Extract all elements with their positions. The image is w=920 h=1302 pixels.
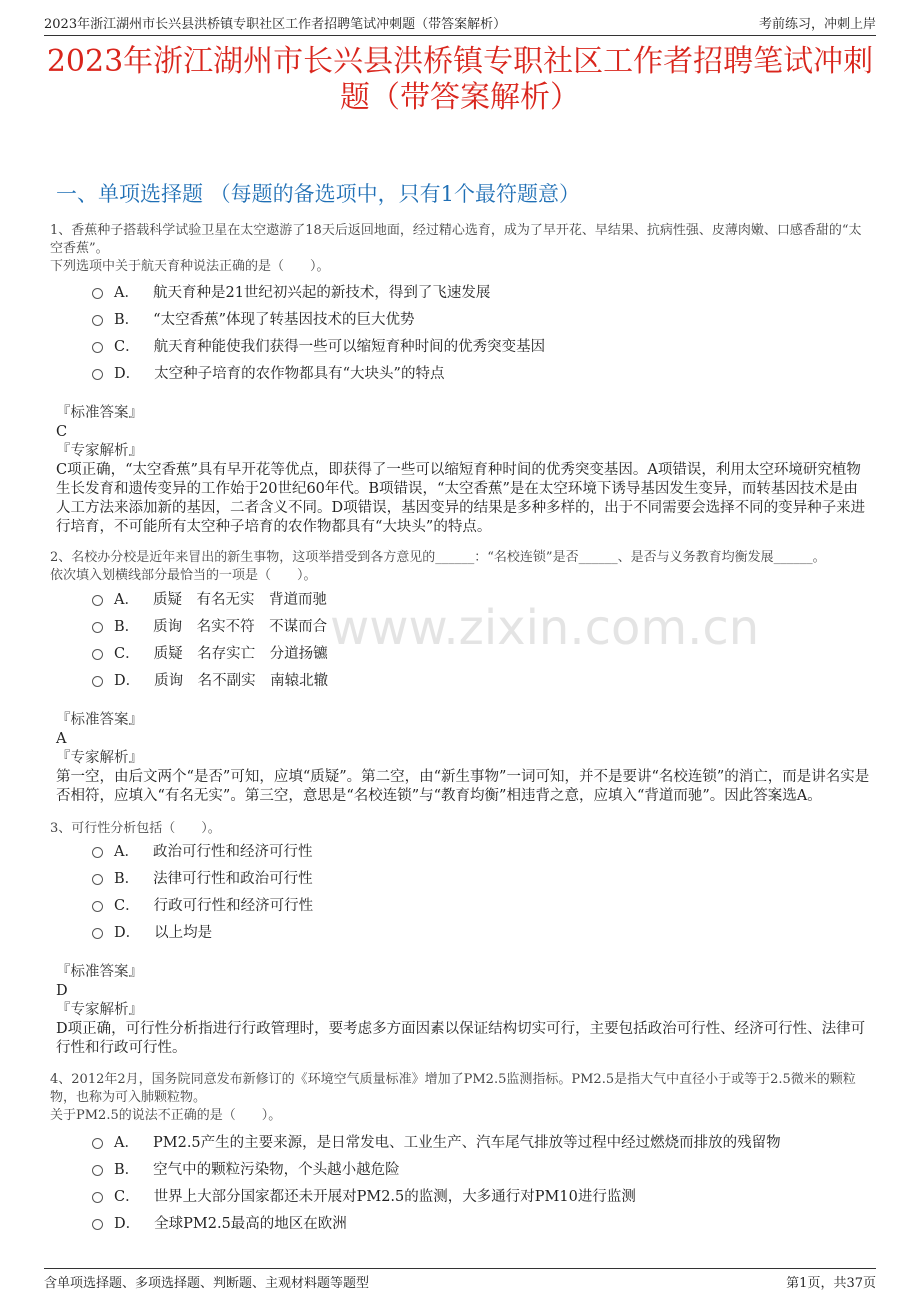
radio-icon[interactable] [92,1165,103,1176]
option-text: 太空种子培育的农作物都具有“大块头”的特点 [154,366,445,382]
option-letter: B． [114,871,140,887]
question-4-stem [50,1071,866,1125]
option-text: PM2.5产生的主要来源，是日常发电、工业生产、汽车尾气排放等过程中经过燃烧而排放的残留物 [152,1135,781,1151]
watermark: www.zixin.com.cn [330,600,760,656]
option-letter: C． [114,646,140,662]
option-text: “太空香蕉”体现了转基因技术的巨大优势 [153,312,415,328]
option-a[interactable] [92,278,866,305]
question-prompt-text: 依次填入划横线部分最恰当的一项是（ ）。 [50,568,317,583]
page-footer [44,1268,876,1291]
option-b[interactable] [92,864,866,891]
option-c[interactable] [92,1182,866,1209]
radio-icon[interactable] [92,595,103,606]
option-letter: C． [114,898,140,914]
answer-value: D [56,983,68,999]
option-letter: A． [114,592,139,608]
option-b[interactable] [92,1155,866,1182]
radio-icon[interactable] [92,874,103,885]
option-letter: A． [114,1135,139,1151]
page-title: 2023年浙江湖州市长兴县洪桥镇专职社区工作者招聘笔试冲刺题（带答案解析） [46,44,874,115]
answer-label: 『标准答案』 [56,712,143,728]
radio-icon[interactable] [92,928,103,939]
question-stem-text: 1、香蕉种子搭载科学试验卫星在太空遨游了18天后返回地面，经过精心选育，成为了早开花、早结果、抗病性强、皮薄肉嫩、口感香甜的“太空香蕉”。 [50,223,862,256]
question-1-answer-block [56,404,870,537]
header-slogan: 考前练习，冲刺上岸 [758,17,876,32]
option-text: 政治可行性和经济可行性 [152,844,313,860]
radio-icon[interactable] [92,1138,103,1149]
option-text: 航天育种能使我们获得一些可以缩短育种时间的优秀突变基因 [153,339,546,355]
option-c[interactable] [92,639,866,666]
option-text: 行政可行性和经济可行性 [153,898,314,914]
radio-icon[interactable] [92,676,103,687]
radio-icon[interactable] [92,315,103,326]
analysis-label: 『专家解析』 [56,443,143,459]
analysis-text: 第一空，由后文两个“是否”可知，应填“质疑”。第二空，由“新生事物”一词可知，并不是要讲“名校连锁”的消亡，而是讲名实是否相符，应填入“有名无实”。第三空，意思是“名校连锁”与“教育均衡”相违背之意，应填入“背道而驰”。因此答案选A。 [56,769,870,804]
option-c[interactable] [92,332,866,359]
question-4-options [92,1128,866,1236]
radio-icon[interactable] [92,1219,103,1230]
option-d[interactable] [92,359,866,386]
analysis-text: D项正确，可行性分析指进行行政管理时，要考虑多方面因素以保证结构切实可行，主要包括政治可行性、经济可行性、法律可行性和行政可行性。 [56,1021,866,1056]
option-a[interactable] [92,585,866,612]
question-prompt-text: 下列选项中关于航天育种说法正确的是（ ）。 [50,259,330,274]
option-text: 质疑 有名无实 背道而驰 [152,592,327,608]
option-text: 世界上大部分国家都还未开展对PM2.5的监测，大多通行对PM10进行监测 [153,1189,636,1205]
header-doc-title: 2023年浙江湖州市长兴县洪桥镇专职社区工作者招聘笔试冲刺题（带答案解析） [44,17,507,32]
option-d[interactable] [92,918,866,945]
option-text: 质疑 名存实亡 分道扬镳 [153,646,328,662]
option-d[interactable] [92,1209,866,1236]
option-a[interactable] [92,837,866,864]
radio-icon[interactable] [92,649,103,660]
option-letter: A． [114,285,139,301]
option-letter: A． [114,844,139,860]
radio-icon[interactable] [92,1192,103,1203]
answer-value: A [56,731,67,747]
option-b[interactable] [92,612,866,639]
option-d[interactable] [92,666,866,693]
answer-label: 『标准答案』 [56,964,143,980]
option-letter: D． [114,366,141,382]
option-letter: D． [114,673,141,689]
option-letter: B． [114,312,140,328]
radio-icon[interactable] [92,342,103,353]
radio-icon[interactable] [92,288,103,299]
question-2-stem [50,549,866,585]
question-3-options [92,837,866,945]
option-text: 质询 名不副实 南辕北辙 [154,673,329,689]
question-prompt-text: 关于PM2.5的说法不正确的是（ ）。 [50,1108,282,1123]
footer-question-types: 含单项选择题、多项选择题、判断题、主观材料题等题型 [44,1276,370,1291]
answer-value: C [56,424,68,440]
radio-icon[interactable] [92,622,103,633]
option-a[interactable] [92,1128,866,1155]
option-text: 航天育种是21世纪初兴起的新技术，得到了飞速发展 [152,285,491,301]
section-heading: 一、单项选择题 （每题的备选项中，只有1个最符题意） [56,182,581,206]
option-b[interactable] [92,305,866,332]
question-stem-text: 3、可行性分析包括（ ）。 [50,821,221,836]
question-2-answer-block [56,711,870,806]
option-letter: C． [114,339,140,355]
question-stem-text: 2、名校办分校是近年来冒出的新生事物，这项举措受到各方意见的______：“名校连锁”是否______、是否与义务教育均衡发展______。 [50,550,826,565]
option-letter: D． [114,925,141,941]
analysis-label: 『专家解析』 [56,1002,143,1018]
option-letter: B． [114,619,140,635]
option-text: 法律可行性和政治可行性 [153,871,313,887]
option-letter: C． [114,1189,140,1205]
question-1-options [92,278,866,386]
option-letter: B． [114,1162,140,1178]
question-3-answer-block [56,963,870,1058]
option-text: 质询 名实不符 不谋而合 [153,619,328,635]
question-2-options [92,585,866,693]
option-letter: D． [114,1216,141,1232]
option-c[interactable] [92,891,866,918]
answer-label: 『标准答案』 [56,405,143,421]
analysis-label: 『专家解析』 [56,750,143,766]
option-text: 以上均是 [154,925,213,941]
question-3-stem [50,820,866,838]
page-header [44,10,876,36]
option-text: 空气中的颗粒污染物，个头越小越危险 [153,1162,400,1178]
radio-icon[interactable] [92,369,103,380]
radio-icon[interactable] [92,901,103,912]
option-text: 全球PM2.5最高的地区在欧洲 [154,1216,347,1232]
question-1-stem [50,222,866,276]
radio-icon[interactable] [92,847,103,858]
footer-page-number: 第1页，共37页 [786,1276,876,1291]
analysis-text: C项正确，“太空香蕉”具有早开花等优点，即获得了一些可以缩短育种时间的优秀突变基因。A项错误，利用太空环境研究植物生长发育和遗传变异的工作始于20世纪60年代。B项错误，“太空香蕉”是在太空环境下诱导基因发生变异，而转基因技术是由人工方法来添加新的基因，二者含义不同。D项错误，基因变异的结果是多种多样的，出于不同需要会选择不同的变异种子来进行培育，不可能所有太空种子培育的农作物都具有“大块头”的特点。 [56,462,866,535]
question-stem-text: 4、2012年2月，国务院同意发布新修订的《环境空气质量标准》增加了PM2.5监测指标。PM2.5是指大气中直径小于或等于2.5微米的颗粒物，也称为可入肺颗粒物。 [50,1072,856,1105]
